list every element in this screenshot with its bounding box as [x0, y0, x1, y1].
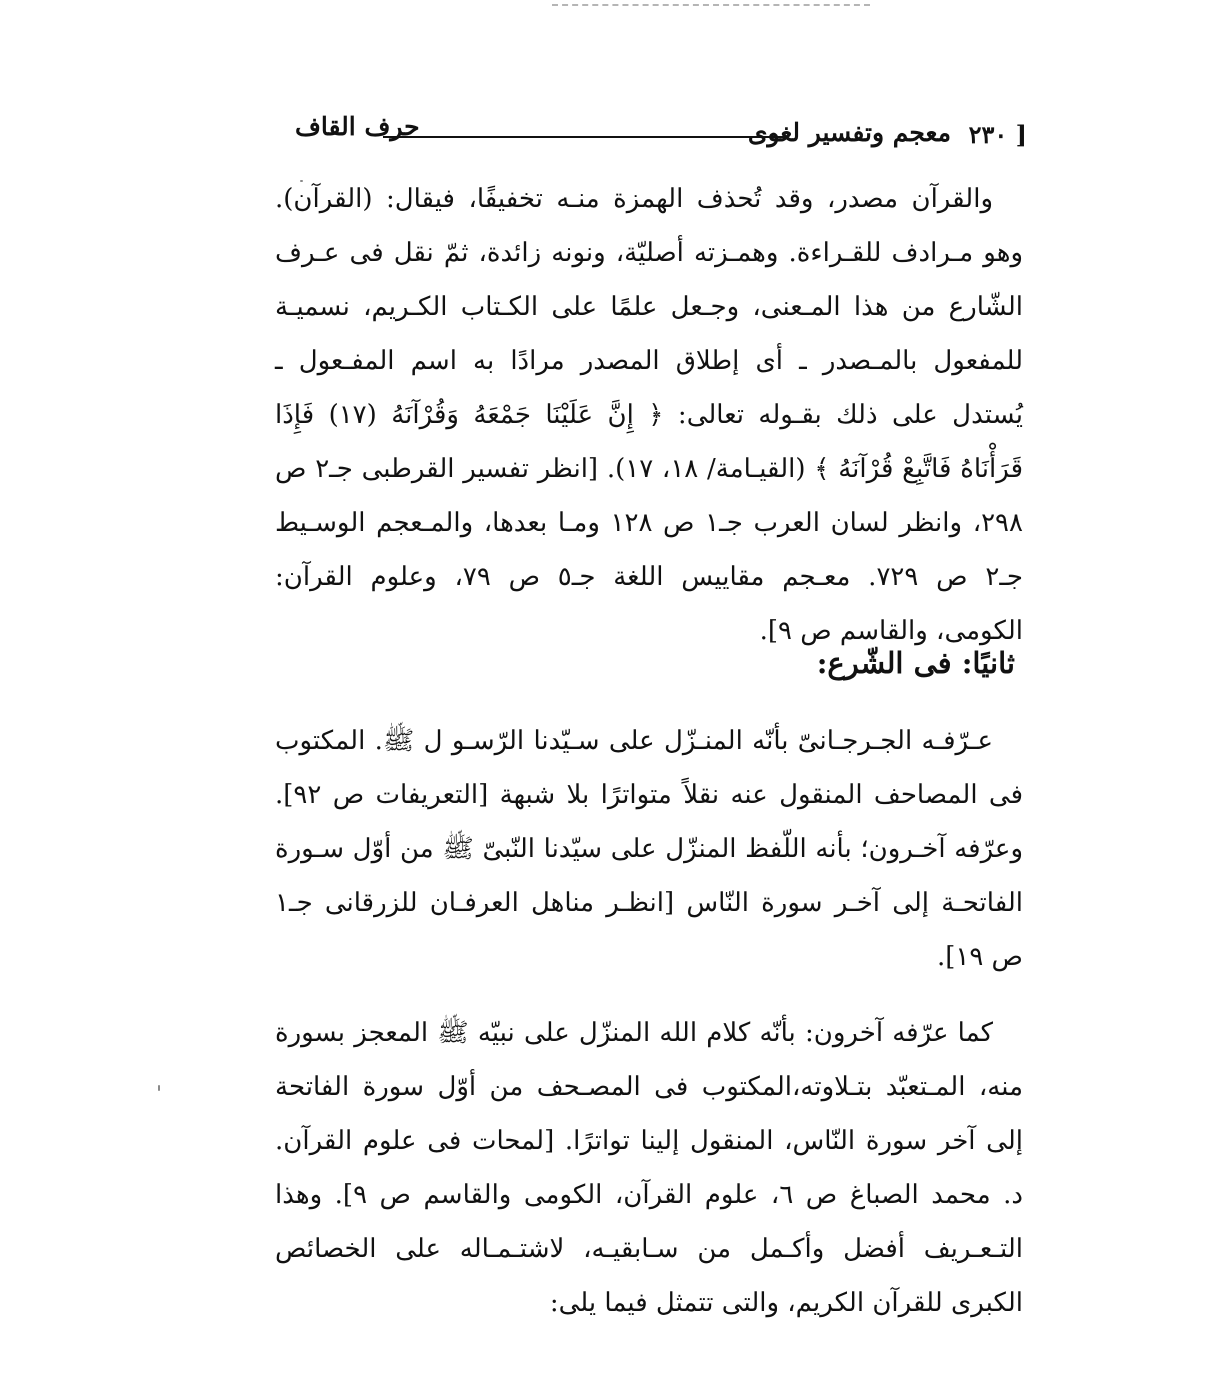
book-page	[265, 108, 1035, 1346]
paragraph-text: كما عرّفه آخرون: بأنّه كلام الله المنزّل على نبيّه ﷺ المعجز بسورة منه، المـتعبّد بتـلاوته،المكتوب فى المصـحف من أوّل سورة الفاتحة إلى آخر سورة النّاس، المنقول إلينا تواترًا. [لمحات فى علوم القرآن. د. محمد الصباغ ص ٦، علوم القرآن، الكومى والقاسم ص ٩]. وهذا التـعـريف أفضل وأكـمل من سـابقيـه، لاشتـمـاله على الخصائص الكبرى للقرآن الكريم، والتى تتمثل فيما يلى:	[275, 1018, 1023, 1319]
paragraph-text: عـرّفـه الجـرجـانىّ بأنّه المنـزّل على سـيّدنا الرّسـو ل ﷺ. المكتوب فى المصاحف المنقول عنه نقلاً متواترًا بلا شبهة [التعريفات ص ٩٢]. وعرّفه آخـرون؛ بأنه اللّفظ المنزّل على سيّدنا النّبىّ ﷺ من أوّل سـورة الفاتحـة إلى آخـر سورة النّاس [انظـر مناهل العرفـان للزرقانى جـ١ ص ١٩].	[275, 726, 1023, 973]
book-title: معجم وتفسير لغوى	[747, 118, 951, 147]
section-heading: ثانيًا: فى الشّرع:	[816, 646, 1015, 680]
scan-top-border	[552, 4, 870, 6]
header-rule	[383, 136, 785, 138]
paragraph-linguistic-definition	[275, 172, 1024, 646]
scan-speck	[158, 1085, 160, 1091]
body-text	[275, 172, 1023, 1346]
paragraph-other-definition	[275, 1006, 1023, 1346]
chapter-name: حرف القاف	[295, 112, 420, 141]
page-number: [ ٢٣٠	[968, 120, 1027, 149]
paragraph-text: والقرآن مصدر، وقد تُحذف الهمزة منـه تخفيفًا، فيقال: (القرآن). وهو مـرادف للقـراءة. وهمـزته أصليّة، ونونه زائدة، ثمّ نقل فى عـرف الشّارع من هذا المـعنى، وجـعل علمًا على الكـتاب الكـريم، نسميـة للمفعول بالمـصدر ـ أى إطلاق المصدر مرادًا به اسم المفـعول ـ يُستدل على ذلك بقـوله تعالى: ﴿ إِنَّ عَلَيْنَا جَمْعَهُ وَقُرْآنَهُ (١٧) فَإِذَا قَرَأْنَاهُ فَاتَّبِعْ قُرْآنَهُ ﴾ (القيـامة/ ١٨، ١٧). [انظر تفسير القرطبى جـ٢ ص ٢٩٨، وانظر لسان العرب جـ١ ص ١٢٨ ومـا بعدها، والمـعجم الوسـيط جـ٢ ص ٧٢٩. معـجم مقاييس اللغة جـ٥ ص ٧٩، وعلوم القرآن: الكومى، والقاسم ص ٩].	[275, 184, 1024, 646]
paragraph-jurjani-definition	[275, 714, 1023, 984]
running-header	[265, 108, 1035, 152]
